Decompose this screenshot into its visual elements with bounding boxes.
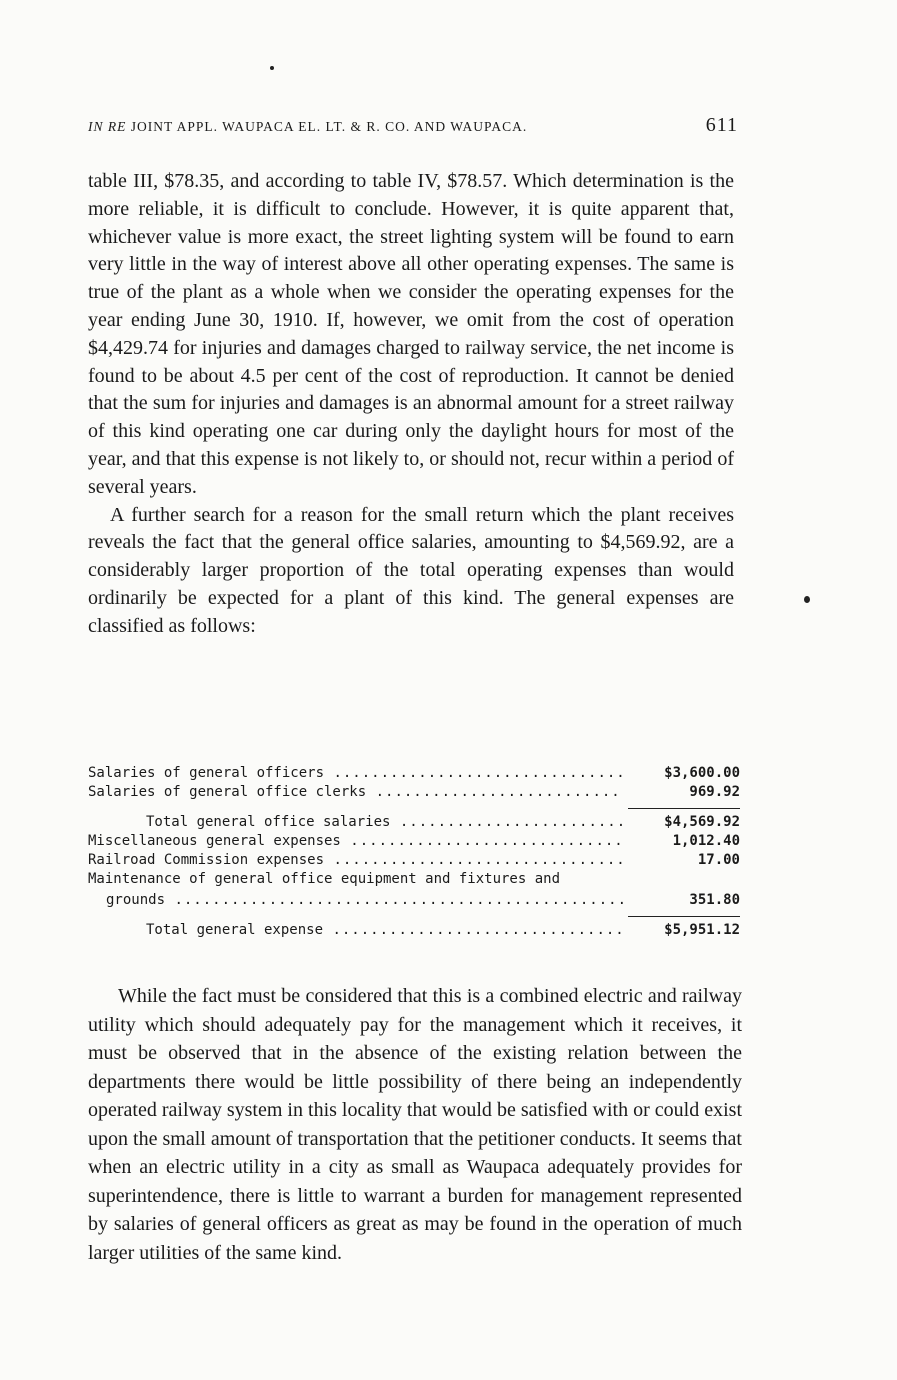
row-amount: 17.00: [697, 852, 740, 868]
row-amount: 969.92: [689, 784, 740, 800]
row-label: Salaries of general officers .....: [88, 764, 624, 783]
paragraph-1: table III, $78.35, and according to table IV, $78.57. Which determination is the more reliable, it is difficult to conclude. However, it is quite apparent that, whichever value is more exact, the street lighting system will be found to earn very little in the way of interest above all other operating expenses. The same is true of the plant as a whole when we consider the operating expenses for the year ending June 30, 1910. If, however, we omit from the cost of operation $4,429.74 for injuries and damages charged to railway service, the net income is found to be about 4.5 per cent of the cost of reproduction. It cannot be denied that the sum for injuries and damages is an abnormal amount for a street railway of this kind operating one car during only the daylight hours for most of the year, and that this expense is not likely to, or should not, recur within a period of several years.: [88, 170, 734, 498]
total-amount: $5,951.12: [664, 922, 740, 938]
total-rule: [628, 916, 740, 917]
running-head: [88, 119, 527, 135]
paragraph-2: A further search for a reason for the small return which the plant receives reveals the fact that the general office salaries, amounting to $4,569.92, are a considerably larger proportion of the total operating expenses than would ordinarily be expected for a plant of this kind. The general expenses are classified as follows:: [88, 503, 734, 637]
subtotal-row: [88, 813, 740, 832]
running-header: [88, 114, 738, 137]
table-row: [88, 832, 740, 851]
running-head-italic: IN RE: [88, 119, 127, 134]
page-number: 611: [705, 114, 738, 136]
running-head-text: JOINT APPL. WAUPACA EL. LT. & R. CO. AND WAUPACA.: [130, 119, 528, 134]
table-row: [88, 851, 740, 870]
subtotal-label: Total general office salaries .....: [88, 813, 624, 832]
row-label: Miscellaneous general expenses .....: [88, 832, 624, 851]
total-label: Total general expense .....: [88, 921, 624, 940]
row-label-line1: Maintenance of general office equipment and fixtures and: [88, 871, 561, 887]
row-label: Railroad Commission expenses .....: [88, 851, 624, 870]
print-speck: [804, 596, 810, 603]
paragraph-3: While the fact must be considered that this is a combined electric and railway utility which should adequately pay for the management which it receives, it must be observed that in the absence of the existing relation between the departments there would be little possibility of there being an independently operated railway system in this locality that would be satisfied with or could exist upon the small amount of transportation that the petitioner conducts. It seems that when an electric utility in a city as small as Waupaca adequately provides for superintendence, there is little to warrant a burden for management represented by salaries of general officers as great as may be found in the operation of much larger utilities of the same kind.: [88, 985, 742, 1264]
row-label: Salaries of general office clerks .....: [88, 783, 624, 802]
row-amount: $3,600.00: [664, 765, 740, 781]
table-row: [88, 783, 740, 802]
table-row-maintenance: [88, 870, 740, 910]
table-row: [88, 764, 740, 783]
body-text: [88, 168, 734, 641]
row-amount: 1,012.40: [672, 833, 740, 849]
closing-text: [88, 982, 742, 1267]
row-amount: 351.80: [689, 892, 740, 908]
row-label-line2: grounds .....: [106, 891, 624, 910]
total-row: [88, 921, 740, 940]
subtotal-rule: [628, 808, 740, 809]
print-speck: [270, 66, 274, 70]
subtotal-amount: $4,569.92: [664, 814, 740, 830]
expense-table: [88, 764, 740, 940]
